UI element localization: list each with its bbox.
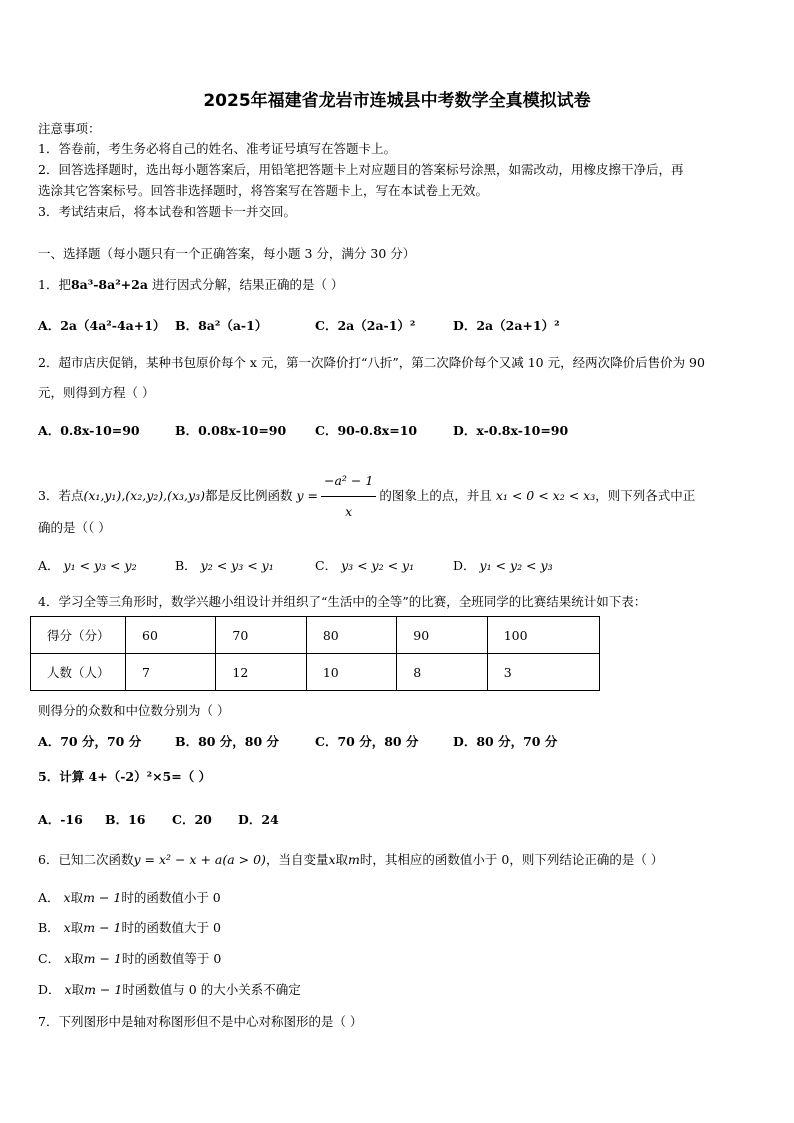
table-cell: 80 (306, 617, 396, 654)
q6-d-label: D． (38, 982, 61, 997)
q3-points: (x₁,y₁),(x₂,y₂),(x₃,y₃) (83, 488, 205, 503)
q3-function-left: y = (296, 488, 318, 503)
q4-option-b[interactable]: B．80 分，80 分 (175, 734, 280, 749)
q6-option-c[interactable] (38, 951, 221, 967)
q5-option-d[interactable]: D．24 (238, 812, 279, 827)
question-3-line-2: 确的是（（ ） (38, 520, 111, 535)
q3-denominator: x (345, 504, 353, 519)
q6-c-text: 时的函数值等于 0 (121, 951, 222, 966)
table-cell: 7 (126, 654, 216, 691)
q2-option-a[interactable]: A．0.8x-10=90 (38, 423, 140, 438)
q3-b-label: B． (175, 558, 197, 573)
q1-suffix: 进行因式分解，结果正确的是（ ） (147, 277, 344, 292)
q3-prefix: 3．若点 (38, 488, 84, 503)
q6-c-var: x (64, 951, 72, 966)
table-header-cell: 得分（分） (31, 617, 126, 654)
notice-heading: 注意事项： (38, 121, 101, 136)
question-2-line-1: 2．超市店庆促销，某种书包原价每个 x 元，第一次降价打“八折”，第二次降价每个又减 10 元，经两次降价后售价为 90 (38, 355, 705, 370)
q6-a-pre: 取 (70, 890, 84, 905)
q6-a-text: 时的函数值小于 0 (121, 890, 221, 905)
score-table (30, 616, 600, 691)
q3-option-d[interactable] (453, 558, 553, 574)
q4-option-a[interactable]: A．70 分，70 分 (38, 734, 142, 749)
q6-b-label: B． (38, 920, 60, 935)
table-cell: 10 (306, 654, 396, 691)
q5-option-a[interactable]: A．-16 (38, 812, 83, 827)
q3-a-label: A． (38, 558, 60, 573)
question-2-line-2: 元，则得到方程（ ） (38, 385, 155, 400)
q3-numerator: −a² − 1 (321, 466, 376, 497)
q2-option-b[interactable]: B．0.08x-10=90 (175, 423, 287, 438)
q3-d-label: D． (453, 558, 476, 573)
table-header-cell: 人数（人） (31, 654, 126, 691)
q5-option-b[interactable]: B．16 (105, 812, 146, 827)
q6-b-var: x (63, 920, 71, 935)
table-cell: 70 (216, 617, 306, 654)
q4-option-d[interactable]: D．80 分，70 分 (453, 734, 558, 749)
q6-a-label: A． (38, 890, 60, 905)
table-row (31, 654, 600, 691)
q6-option-b[interactable] (38, 920, 221, 936)
q6-a-var: x (63, 890, 71, 905)
question-3-line-1 (38, 466, 695, 527)
q4-option-c[interactable]: C．70 分，80 分 (315, 734, 419, 749)
q1-expression: 8a³-8a²+2a (70, 277, 148, 292)
q1-option-c[interactable]: C．2a（2a-1）² (315, 318, 416, 333)
notice-item-1: 1．答卷前，考生务必将自己的姓名、准考证号填写在答题卡上。 (38, 141, 396, 156)
q6-c-pre: 取 (71, 951, 84, 966)
table-cell: 90 (397, 617, 487, 654)
table-cell: 12 (216, 654, 306, 691)
q6-text-b: ，当自变量 (265, 852, 329, 867)
q3-text-d: ，则下列各式中正 (595, 488, 696, 503)
q6-c-label: C． (38, 951, 61, 966)
question-4-ask: 则得分的众数和中位数分别为（ ） (38, 703, 230, 718)
q3-option-b[interactable] (175, 558, 274, 574)
q3-c-label: C． (315, 558, 338, 573)
q3-condition: x₁ < 0 < x₂ < x₃ (495, 488, 596, 503)
table-row (31, 617, 600, 654)
q6-option-d[interactable] (38, 982, 301, 998)
q6-option-a[interactable] (38, 890, 221, 906)
question-1-stem (38, 277, 343, 293)
q3-a-expr: y₁ < y₃ < y₂ (63, 558, 137, 573)
q6-text-d: 时，其相应的函数值小于 0，则下列结论正确的是（ ） (359, 852, 664, 867)
q6-prefix: 6．已知二次函数 (38, 852, 134, 867)
q3-c-expr: y₃ < y₂ < y₁ (341, 558, 415, 573)
q3-text-b: 都是反比例函数 (204, 488, 293, 503)
q6-b-expr: m − 1 (83, 920, 122, 935)
q3-text-c: 的图象上的点，并且 (379, 488, 492, 503)
q6-b-pre: 取 (70, 920, 84, 935)
q6-text-c: 取 (335, 852, 349, 867)
q1-prefix: 1．把 (38, 277, 71, 292)
q6-function: y = x² − x + a(a > 0) (133, 852, 266, 867)
q3-fraction (321, 466, 376, 527)
q6-var-m: m (348, 852, 360, 867)
question-5-stem: 5．计算 4+（-2）²×5=（ ） (38, 769, 212, 784)
q3-d-expr: y₁ < y₂ < y₃ (479, 558, 553, 573)
notice-item-2: 2．回答选择题时，选出每小题答案后，用铅笔把答题卡上对应题目的答案标号涂黑，如需改动，用橡皮擦干净后，再 (38, 162, 684, 177)
q3-b-expr: y₂ < y₃ < y₁ (200, 558, 274, 573)
section-heading: 一、选择题（每小题只有一个正确答案，每小题 3 分，满分 30 分） (38, 246, 416, 261)
q1-option-b[interactable]: B．8a²（a-1） (175, 318, 268, 333)
table-cell: 3 (487, 654, 599, 691)
q6-var-x: x (328, 852, 336, 867)
notice-item-3: 3．考试结束后，将本试卷和答题卡一并交回。 (38, 204, 296, 219)
question-6-stem (38, 852, 663, 868)
q6-d-expr: m − 1 (84, 982, 123, 997)
q3-option-c[interactable] (315, 558, 414, 574)
q6-d-var: x (64, 982, 72, 997)
table-cell: 8 (397, 654, 487, 691)
q6-b-text: 时的函数值大于 0 (121, 920, 221, 935)
q5-option-c[interactable]: C．20 (172, 812, 212, 827)
q1-option-d[interactable]: D．2a（2a+1）² (453, 318, 560, 333)
q6-a-expr: m − 1 (83, 890, 122, 905)
question-7-stem: 7．下列图形中是轴对称图形但不是中心对称图形的是（ ） (38, 1014, 363, 1029)
q6-c-expr: m − 1 (83, 951, 122, 966)
page-title: 2025年福建省龙岩市连城县中考数学全真模拟试卷 (203, 91, 591, 111)
table-cell: 60 (126, 617, 216, 654)
q2-option-d[interactable]: D．x-0.8x-10=90 (453, 423, 569, 438)
table-cell: 100 (487, 617, 599, 654)
q6-d-pre: 取 (71, 982, 85, 997)
notice-item-2-cont: 选涂其它答案标号。回答非选择题时，将答案写在答题卡上，写在本试卷上无效。 (38, 183, 489, 198)
question-4-stem: 4．学习全等三角形时，数学兴趣小组设计并组织了“生活中的全等”的比赛，全班同学的比赛结果统计如下表： (38, 594, 647, 609)
q1-option-a[interactable]: A．2a（4a²-4a+1） (38, 318, 166, 333)
q6-d-text: 时函数值与 0 的大小关系不确定 (122, 982, 301, 997)
q2-option-c[interactable]: C．90-0.8x=10 (315, 423, 418, 438)
q3-option-a[interactable] (38, 558, 137, 574)
